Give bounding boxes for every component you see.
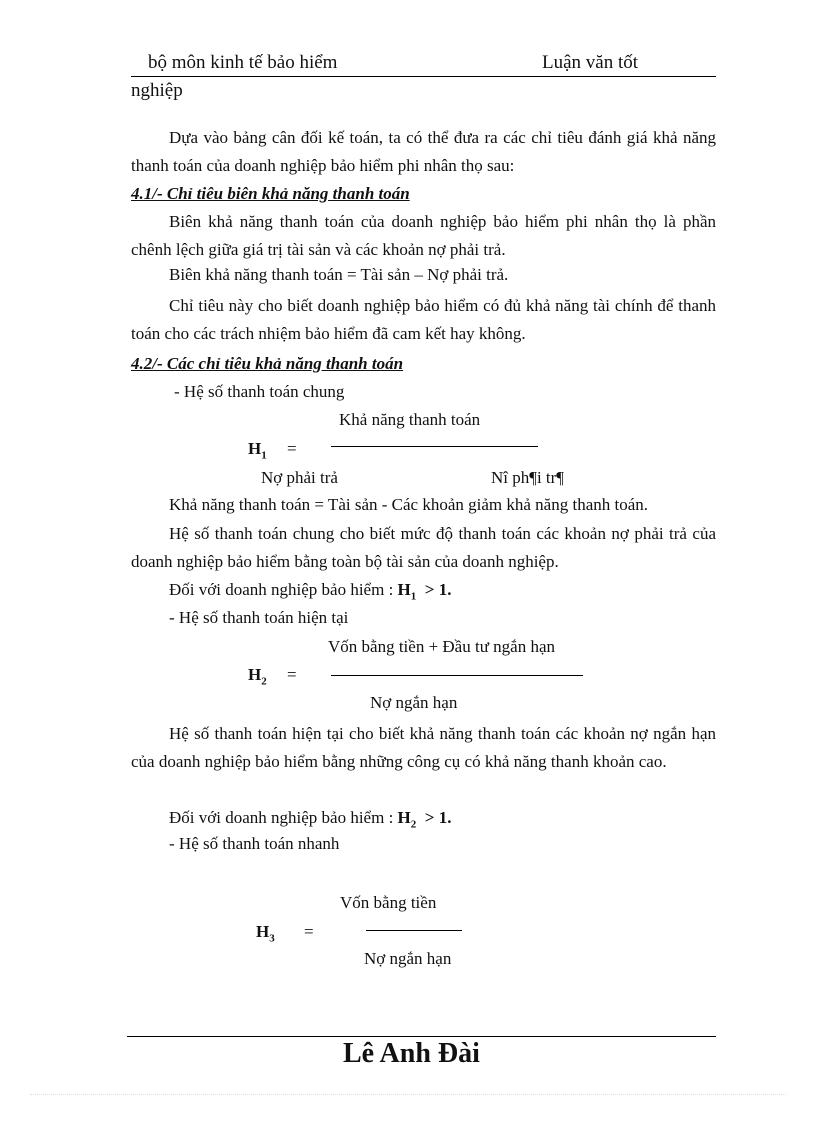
h2-numerator: Vốn bằng tiền + Đầu tư ngắn hạn	[328, 637, 556, 656]
intro-text: Dựa vào bảng cân đối kế toán, ta có thể đưa ra các chỉ tiêu đánh giá khả năng thanh toán của doanh nghiệp bảo hiểm phi nhân thọ sau:	[131, 128, 716, 175]
section-4-1-text-3: Chỉ tiêu này cho biết doanh nghiệp bảo hiểm có đủ khả năng tài chính để thanh toán cho các trách nhiệm bảo hiểm đã cam kết hay không.	[131, 296, 716, 343]
footer-divider	[127, 1036, 716, 1037]
header-divider	[131, 76, 716, 77]
h1-denominator: Nợ phải trả	[261, 468, 338, 487]
h2-label: - Hệ số thanh toán hiện tại	[169, 608, 349, 627]
header-right: Luận văn tốt	[542, 52, 639, 73]
h2-condition: Đối với doanh nghiệp bảo hiểm : $H_2 > 1$.	[169, 808, 452, 831]
h3-numerator: Vốn bằng tiền	[340, 893, 437, 912]
h1-symbol: $H_1$	[248, 439, 267, 462]
h3-fraction-bar	[366, 930, 462, 931]
h2-fraction-bar	[331, 675, 583, 676]
section-4-2-title: 4.2/- Các chỉ tiêu khả năng thanh toán	[131, 354, 404, 373]
h2-equals: =	[287, 665, 297, 684]
section-4-1-formula: Biên khả năng thanh toán = Tài sản – Nợ phải trả.	[169, 265, 509, 284]
h2-description-text: Hệ số thanh toán hiện tại cho biết khả năng thanh toán các khoản nợ ngắn hạn của doanh nghiệp bảo hiểm bằng những công cụ có khả năng thanh khoản cao.	[131, 724, 716, 771]
h2-denominator: Nợ ngắn hạn	[370, 693, 458, 712]
h1-description	[131, 520, 716, 576]
h3-label: - Hệ số thanh toán nhanh	[169, 834, 340, 853]
h1-garbled-text: Nî ph¶i tr¶	[491, 468, 565, 487]
h1-numerator: Khả năng thanh toán	[339, 410, 481, 429]
intro-paragraph	[131, 124, 716, 180]
h1-label: - Hệ số thanh toán chung	[174, 382, 345, 401]
page-bottom-dotted-line	[30, 1094, 786, 1095]
section-4-1-text-1: Biên khả năng thanh toán của doanh nghiệp bảo hiểm phi nhân thọ là phần chênh lệch giữa giá trị tài sản và các khoản nợ phải trả.	[131, 212, 716, 259]
h1-definition: Khả năng thanh toán = Tài sản - Các khoản giảm khả năng thanh toán.	[169, 495, 649, 514]
h3-symbol: $H_3$	[256, 922, 275, 945]
h1-fraction-bar	[331, 446, 538, 447]
h1-condition: Đối với doanh nghiệp bảo hiểm : $H_1 > 1$.	[169, 580, 452, 603]
h3-equals: =	[304, 922, 314, 941]
header-left: bộ môn kinh tế bảo hiểm	[148, 52, 338, 73]
h3-denominator: Nợ ngắn hạn	[364, 949, 452, 968]
section-4-1-paragraph-1	[131, 208, 716, 264]
footer-author: Lê Anh Đài	[343, 1038, 480, 1069]
h1-equals: =	[287, 439, 297, 458]
header-wrap: nghiệp	[131, 80, 183, 101]
h2-description	[131, 720, 716, 776]
h2-symbol: $H_2$	[248, 665, 267, 688]
h1-description-text: Hệ số thanh toán chung cho biết mức độ thanh toán các khoản nợ phải trả của doanh nghiệp bảo hiểm bằng toàn bộ tài sản của doanh nghiệp.	[131, 524, 716, 571]
section-4-1-paragraph-3	[131, 292, 716, 348]
section-4-1-title: 4.1/- Chỉ tiêu biên khả năng thanh toán	[131, 184, 410, 203]
